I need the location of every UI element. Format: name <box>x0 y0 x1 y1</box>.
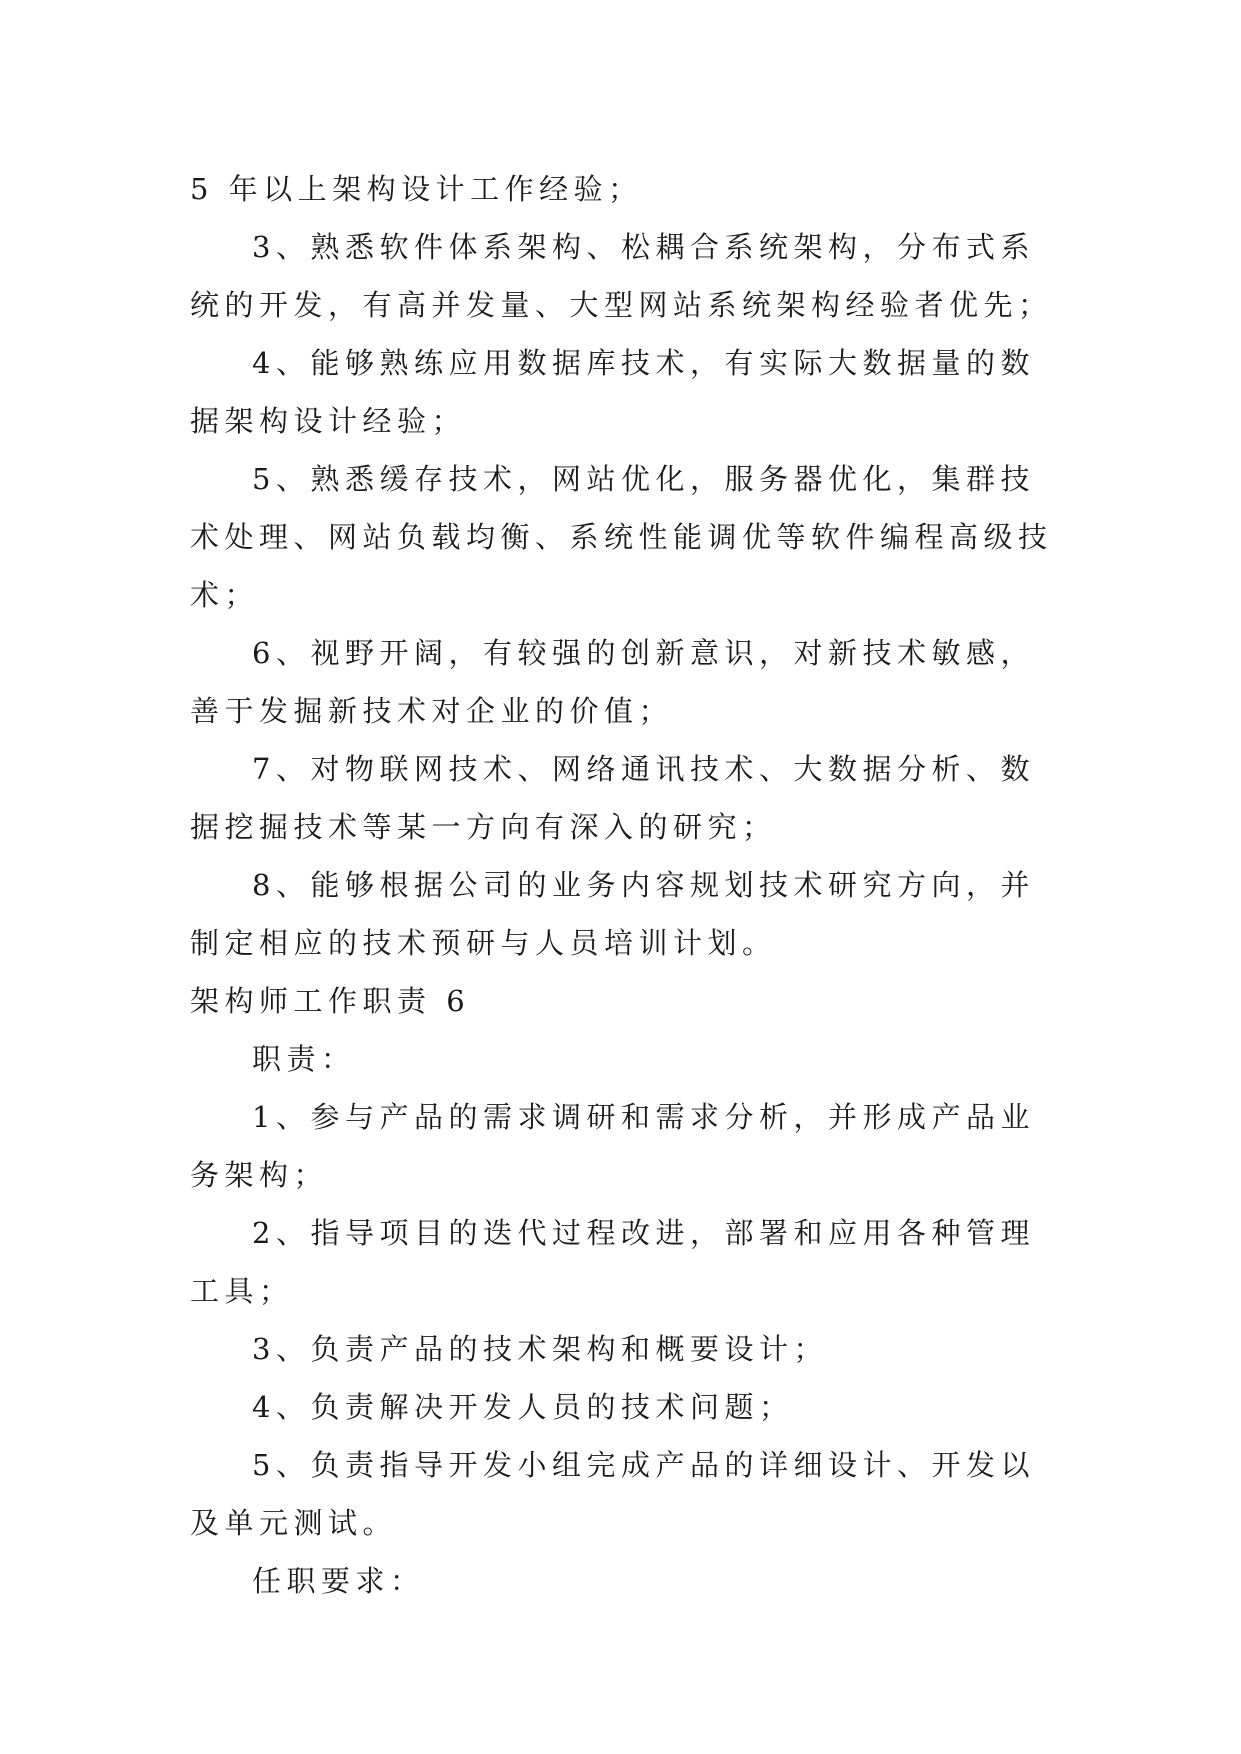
duties-label: 职责： <box>252 1042 356 1076</box>
paragraph-req-5: 5、熟悉缓存技术，网站优化，服务器优化，集群技术处理、网站负载均衡、系统性能调优等软件编程高级技术； <box>190 462 1053 612</box>
duty-item-1: 1、参与产品的需求调研和需求分析，并形成产品业务架构； <box>190 1100 1035 1192</box>
duty-item-2: 2、指导项目的迭代过程改进，部署和应用各种管理工具； <box>190 1216 1035 1308</box>
paragraph-req-6: 6、视野开阔，有较强的创新意识，对新技术敏感，善于发掘新技术对企业的价值； <box>190 636 1035 728</box>
paragraph-req-4: 4、能够熟练应用数据库技术，有实际大数据量的数据架构设计经验； <box>190 346 1035 438</box>
duty-item-3: 3、负责产品的技术架构和概要设计； <box>252 1332 828 1366</box>
section-heading: 架构师工作职责 6 <box>190 984 471 1018</box>
duty-item-4: 4、负责解决开发人员的技术问题； <box>252 1390 794 1424</box>
requirements-label: 任职要求： <box>252 1564 425 1598</box>
paragraph-req-7: 7、对物联网技术、网络通讯技术、大数据分析、数据挖掘技术等某一方向有深入的研究； <box>190 752 1035 844</box>
duty-item-5: 5、负责指导开发小组完成产品的详细设计、开发以及单元测试。 <box>190 1448 1035 1540</box>
paragraph-req-3: 3、熟悉软件体系架构、松耦合系统架构，分布式系统的开发，有高并发量、大型网站系统架构经验者优先； <box>190 230 1053 322</box>
document-body <box>190 160 1060 1610</box>
paragraph-req-8: 8、能够根据公司的业务内容规划技术研究方向，并制定相应的技术预研与人员培训计划。 <box>190 868 1035 960</box>
paragraph-experience: 5 年以上架构设计工作经验； <box>190 172 643 206</box>
